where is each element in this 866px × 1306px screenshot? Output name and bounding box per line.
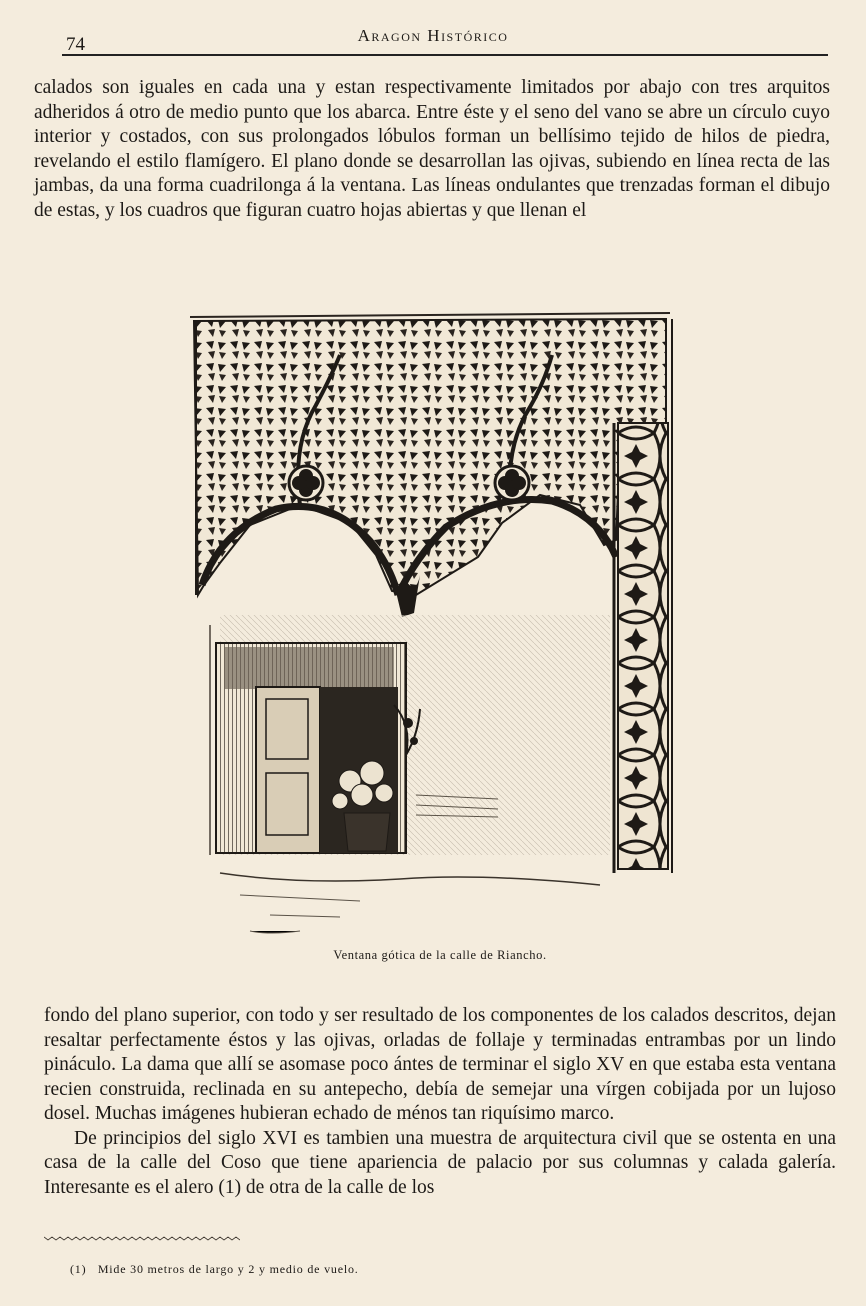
header-rule (62, 54, 828, 56)
running-head (0, 22, 866, 62)
running-title: Aragon Histórico (357, 26, 509, 45)
footnote-rule (44, 1236, 240, 1241)
footnote-marker: (1) (70, 1262, 87, 1276)
paragraph-new: De principios del siglo XVI es tambien una muestra de arquitectura civil que se ostenta en una casa de la calle del Coso que tiene apariencia de palacio por sus columnas y calada galería. Interesante es el alero (1) de otra de la calle de los (44, 1127, 836, 1198)
paragraph-continuation: fondo del plano superior, con todo y ser resultado de los componentes de los calados descritos, dejan resaltar perfectamente éstos y las ojivas, orladas de follaje y terminadas entrambas por un lindo pináculo. La dama que allí se asomase poco ántes de terminar el siglo XV en que estaba esta ventana recien construida, reclinada en su antepecho, debía de semejar una vírgen cobijada por un lujoso dosel. Muchas imágenes hubieran echado de ménos tan riquísimo marco. (44, 1005, 836, 1124)
footnote (70, 1262, 359, 1277)
body-paragraph-top: calados son iguales en cada una y estan respectivamente limitados por abajo con tres arquitos adheridos á otro de medio punto que los abarca. Entre éste y el seno del vano se abre un círculo cuyo interior y costados, con sus prolongados lóbulos forman un bellísimo tejido de hilos de piedra, revelando el estilo flamígero. El plano donde se desarrollan las ojivas, subiendo en línea recta de las jambas, da una forma cuadrilonga á la ventana. Las líneas ondulantes que trenzadas forman el dibujo de estas, y los cuadros que figuran cuatro hojas abiertas y que llenan el (34, 77, 830, 221)
gothic-window-illustration (180, 295, 700, 945)
body-paragraph-bottom (44, 1004, 836, 1200)
figure-caption: Ventana gótica de la calle de Riancho. (333, 948, 547, 962)
page-number: 74 (66, 34, 85, 55)
illustration-drawing (180, 295, 700, 945)
footnote-text: Mide 30 metros de largo y 2 y medio de vuelo. (97, 1262, 359, 1276)
